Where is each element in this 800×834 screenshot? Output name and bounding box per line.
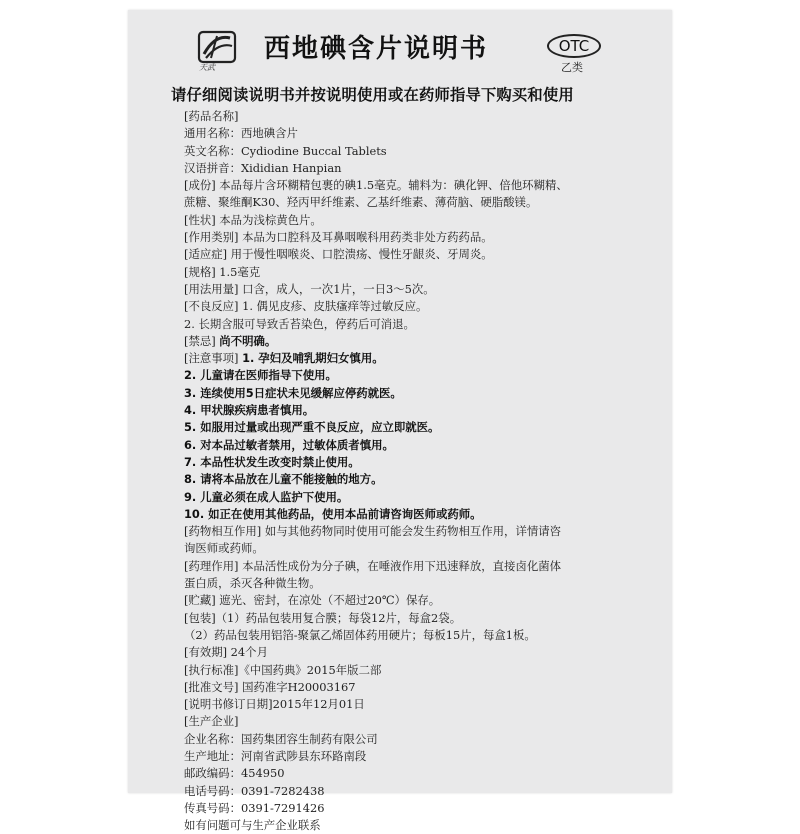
line-text: 邮政编码：454950 [184,766,285,781]
leaflet-line [184,385,656,402]
document-title: 西地碘含片说明书 [264,34,489,64]
line-text: [作用类别] 本品为口腔科及耳鼻咽喉科用药类非处方药药品。 [184,230,493,245]
line-text: 询医师或药师。 [184,541,264,556]
leaflet-line [184,817,656,834]
leaflet-line [184,471,656,488]
leaflet-line [184,679,656,696]
line-text: 6. 对本品过敏者禁用，过敏体质者慎用。 [184,437,394,452]
line-text: （2）药品包装用铝箔-聚氯乙烯固体药用硬片；每板15片，每盒1板。 [184,627,536,642]
leaflet-line [184,731,656,748]
line-text: [规格] 1.5毫克 [184,264,261,279]
leaflet-line [184,696,656,713]
line-text: [药品名称] [184,109,239,123]
line-text: [禁忌] [184,333,220,348]
line-text: [说明书修订日期]2015年12月01日 [184,697,365,712]
leaflet-line [184,748,656,765]
line-text: 蛋白质，杀灭各种微生物。 [184,576,321,591]
line-text: 通用名称：西地碘含片 [184,126,298,141]
leaflet-line [184,540,656,557]
leaflet-line [184,437,656,454]
line-text: 蔗糖、聚维酮K30、羟丙甲纤维素、乙基纤维素、薄荷脑、硬脂酸镁。 [184,195,538,210]
line-text: 生产地址：河南省武陟县东环路南段 [184,748,367,763]
line-text: 2. 儿童请在医师指导下使用。 [184,368,337,383]
leaflet-line [184,610,656,627]
line-text: 2. 长期含服可导致舌苔染色，停药后可消退。 [184,316,415,331]
leaflet-line [184,143,656,160]
leaflet-line [184,662,656,679]
line-text: [包装]（1）药品包装用复合膜；每袋12片，每盒2袋。 [184,610,462,625]
line-text: 企业名称：国药集团容生制药有限公司 [184,731,378,746]
line-text: [药理作用] 本品活性成份为分子碘，在唾液作用下迅速释放，直接卤化菌体 [184,558,562,573]
line-text: 3. 连续使用5日症状未见缓解应停药就医。 [184,385,402,400]
leaflet-line [184,783,656,800]
leaflet-line [184,402,656,419]
line-text: [注意事项] [184,351,243,366]
line-text: [有效期] 24个月 [184,645,268,660]
line-text: 4. 甲状腺疾病患者慎用。 [184,403,315,418]
leaflet-line [184,367,656,384]
leaflet-line [184,558,656,575]
line-emphasis: 1. 孕妇及哺乳期妇女慎用。 [242,351,384,366]
line-text: [贮藏] 遮光、密封，在凉处（不超过20℃）保存。 [184,593,441,608]
leaflet-line [184,713,656,730]
line-text: 7. 本品性状发生改变时禁止使用。 [184,454,360,469]
line-text: [批准文号] 国药准字H20003167 [184,679,356,694]
line-text: [用法用量] 口含，成人，一次1片，一日3～5次。 [184,281,435,296]
line-text: [性状] 本品为浅棕黄色片。 [184,212,322,227]
line-text: 电话号码：0391-7282438 [184,783,325,798]
line-emphasis: 尚不明确。 [219,333,277,348]
line-text: 英文名称：Cydiodine Buccal Tablets [184,143,387,158]
line-text: 汉语拼音：Xididian Hanpian [184,160,342,175]
leaflet-line [184,575,656,592]
reading-notice: 请仔细阅读说明书并按说明使用或在药师指导下购买和使用 [171,86,574,104]
leaflet-line [184,108,656,125]
logo-text: 天武 [199,63,215,72]
leaflet-line [184,592,656,609]
leaflet-line [184,264,656,281]
leaflet-line [184,765,656,782]
leaflet-line [184,350,656,367]
line-text: 5. 如服用过量或出现严重不良反应，应立即就医。 [184,420,440,435]
line-text: [执行标准]《中国药典》2015年版二部 [184,662,382,677]
leaflet-line [184,212,656,229]
leaflet-line [184,419,656,436]
leaflet-line [184,194,656,211]
leaflet-line [184,333,656,350]
line-text: [药物相互作用] 如与其他药物同时使用可能会发生药物相互作用，详情请咨 [184,524,562,539]
line-text: 10. 如正在使用其他药品，使用本品前请咨询医师或药师。 [184,506,482,521]
leaflet-line [184,506,656,523]
leaflet-line [184,229,656,246]
line-text: [生产企业] [184,714,239,729]
line-text: 传真号码：0391-7291426 [184,800,325,815]
leaflet-line [184,281,656,298]
leaflet-line [184,177,656,194]
leaflet-line [184,298,656,315]
line-text: 9. 儿童必须在成人监护下使用。 [184,489,349,504]
line-text: [不良反应] 1. 偶见皮疹、皮肤瘙痒等过敏反应。 [184,299,428,314]
otc-class-label: 乙类 [561,61,583,74]
otc-badge: OTC [547,34,601,58]
leaflet-line [184,246,656,263]
leaflet-line [184,644,656,661]
leaflet-line [184,800,656,817]
leaflet-line [184,489,656,506]
leaflet-body [184,108,656,834]
leaflet-line [184,125,656,142]
leaflet-line [184,454,656,471]
line-text: [成份] 本品每片含环糊精包裹的碘1.5毫克。辅料为：碘化钾、倍他环糊精、 [184,178,568,193]
leaflet-line [184,523,656,540]
line-text: 8. 请将本品放在儿童不能接触的地方。 [184,472,383,487]
leaflet-line [184,160,656,177]
line-text: [适应症] 用于慢性咽喉炎、口腔溃疡、慢性牙龈炎、牙周炎。 [184,247,493,262]
leaflet-line [184,627,656,644]
leaflet-line [184,316,656,333]
line-text: 如有问题可与生产企业联系 [184,818,321,833]
